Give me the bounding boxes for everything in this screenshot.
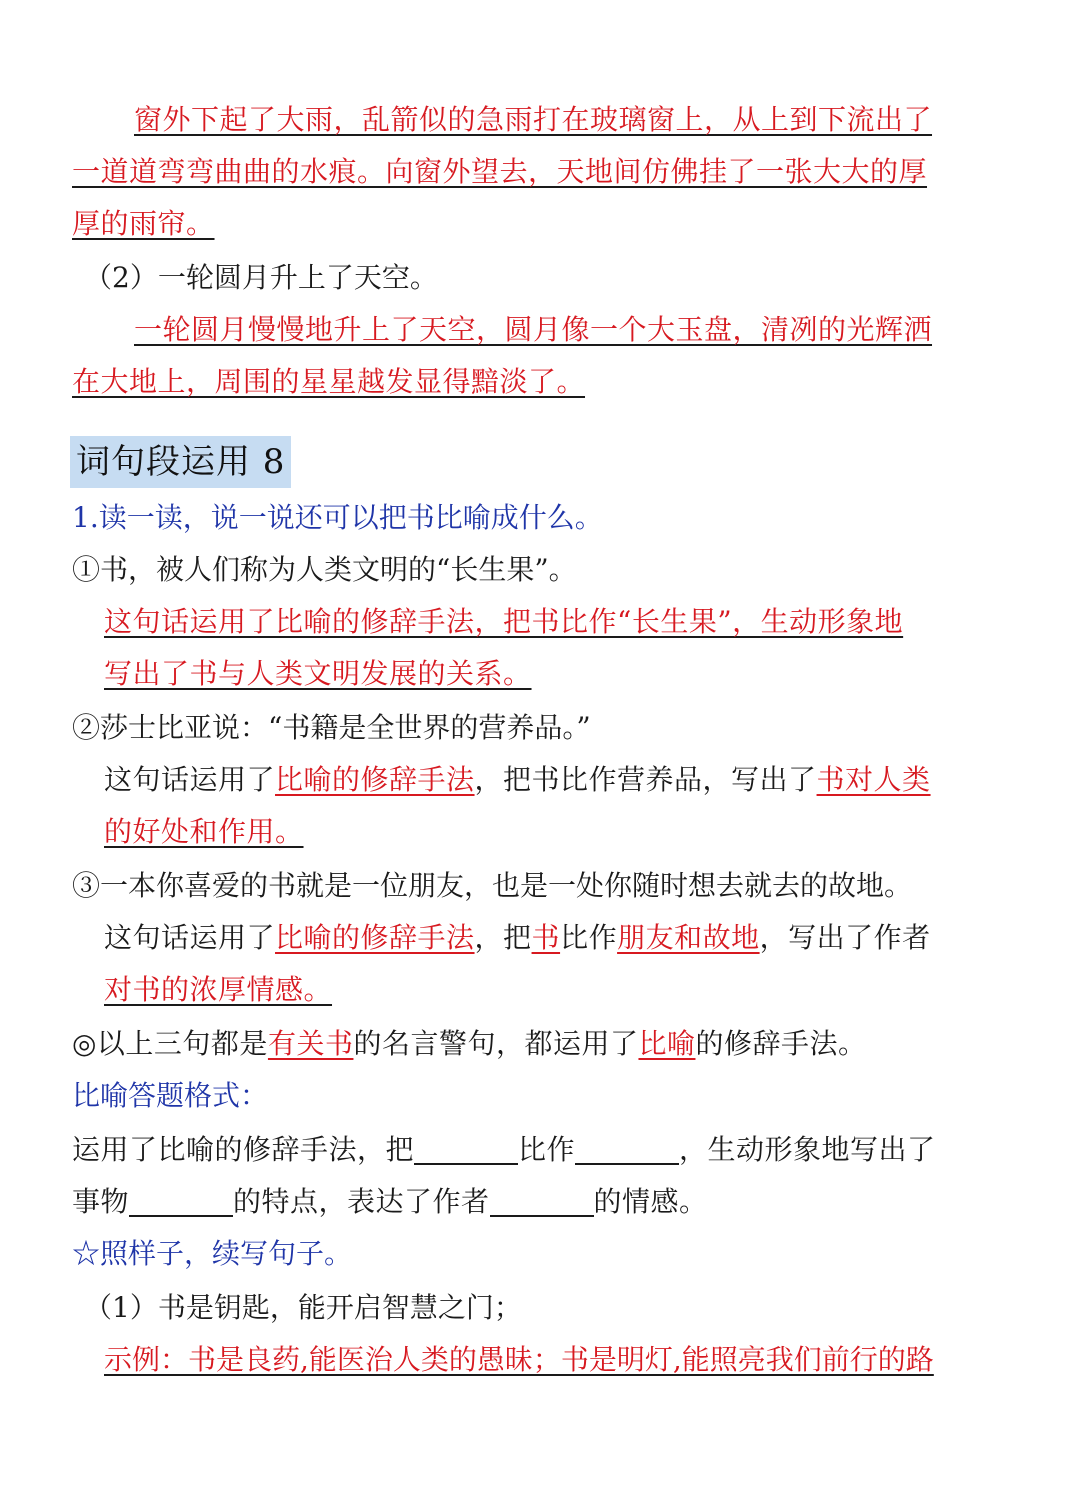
answer-text: 一道道弯弯曲曲的水痕。向窗外望去，天地间仿佛挂了一张大大的厚	[72, 155, 928, 188]
summary-text: 的修辞手法。	[695, 1027, 867, 1060]
analysis-text: ，写出了作者	[759, 921, 931, 954]
filled-answer: 的好处和作用。	[104, 815, 304, 848]
filled-answer: 书	[531, 921, 561, 954]
answer-text: 窗外下起了大雨，乱箭似的急雨打在玻璃窗上，从上到下流出了	[134, 103, 933, 136]
answer-text: 厚的雨帘。	[72, 207, 215, 240]
summary-text: ◎以上三句都是	[72, 1027, 268, 1060]
format-line	[72, 1130, 936, 1170]
blank-field	[414, 1135, 518, 1165]
filled-answer: 朋友和故地	[617, 921, 760, 954]
item-sentence: ②莎士比亚说：“书籍是全世界的营养品。”	[72, 711, 591, 744]
answer-line	[104, 1340, 934, 1380]
format-text: 比作	[518, 1133, 576, 1166]
answer-line	[72, 362, 585, 402]
summary-line	[72, 1024, 867, 1064]
analysis-text: 这句话运用了	[104, 921, 276, 954]
blank-field	[575, 1135, 679, 1165]
format-text: ，生动形象地写出了	[679, 1133, 936, 1166]
answer-text: 这句话运用了比喻的修辞手法，把书比作“长生果”，生动形象地	[104, 605, 904, 638]
analysis-text: 比作	[560, 921, 618, 954]
blank-field	[490, 1187, 594, 1217]
analysis-text: 这句话运用了	[104, 763, 276, 796]
format-text: 事物	[72, 1185, 130, 1218]
filled-answer: 比喻	[638, 1027, 696, 1060]
answer-line	[72, 204, 235, 244]
answer-text: 在大地上，周围的星星越发显得黯淡了。	[72, 365, 586, 398]
format-line	[72, 1182, 708, 1222]
format-title: 比喻答题格式：	[72, 1079, 269, 1112]
answer-line	[104, 654, 556, 694]
task-title: 1.读一读，说一说还可以把书比喻成什么。	[72, 501, 603, 534]
item-sentence: ①书，被人们称为人类文明的“长生果”。	[72, 553, 577, 586]
answer-line	[72, 152, 927, 192]
format-text: 的情感。	[593, 1185, 708, 1218]
answer-line	[134, 100, 932, 140]
analysis-text: ，把书比作营养品，写出了	[474, 763, 817, 796]
item-sentence: ③一本你喜爱的书就是一位朋友，也是一处你随时想去就去的故地。	[72, 869, 913, 902]
format-text: 运用了比喻的修辞手法，把	[72, 1133, 415, 1166]
analysis-text: ，把	[474, 921, 532, 954]
section-heading: 词句段运用 8	[70, 436, 291, 488]
answer-text: 写出了书与人类文明发展的关系。	[104, 657, 532, 690]
answer-line	[104, 602, 903, 642]
example-text: 示例：书是良药,能医治人类的愚昧；书是明灯,能照亮我们前行的路	[104, 1343, 934, 1376]
filled-answer: 比喻的修辞手法	[275, 763, 475, 796]
answer-text: 一轮圆月慢慢地升上了天空，圆月像一个大玉盘，清冽的光辉洒	[134, 313, 933, 346]
filled-answer: 对书的浓厚情感。	[104, 973, 333, 1006]
answer-line	[104, 970, 352, 1010]
analysis-line	[104, 760, 931, 800]
task-title: ☆照样子，续写句子。	[72, 1237, 353, 1270]
summary-text: 的名言警句，都运用了	[353, 1027, 639, 1060]
filled-answer: 有关书	[267, 1027, 354, 1060]
filled-answer: 书对人类	[816, 763, 931, 796]
question-label: （1）书是钥匙，能开启智慧之门；	[84, 1291, 522, 1324]
format-text: 的特点，表达了作者	[233, 1185, 490, 1218]
answer-line	[134, 310, 932, 350]
answer-line	[104, 812, 324, 852]
question-label: （2）一轮圆月升上了天空。	[84, 261, 438, 294]
blank-field	[129, 1187, 233, 1217]
analysis-line	[104, 918, 931, 958]
filled-answer: 比喻的修辞手法	[275, 921, 475, 954]
